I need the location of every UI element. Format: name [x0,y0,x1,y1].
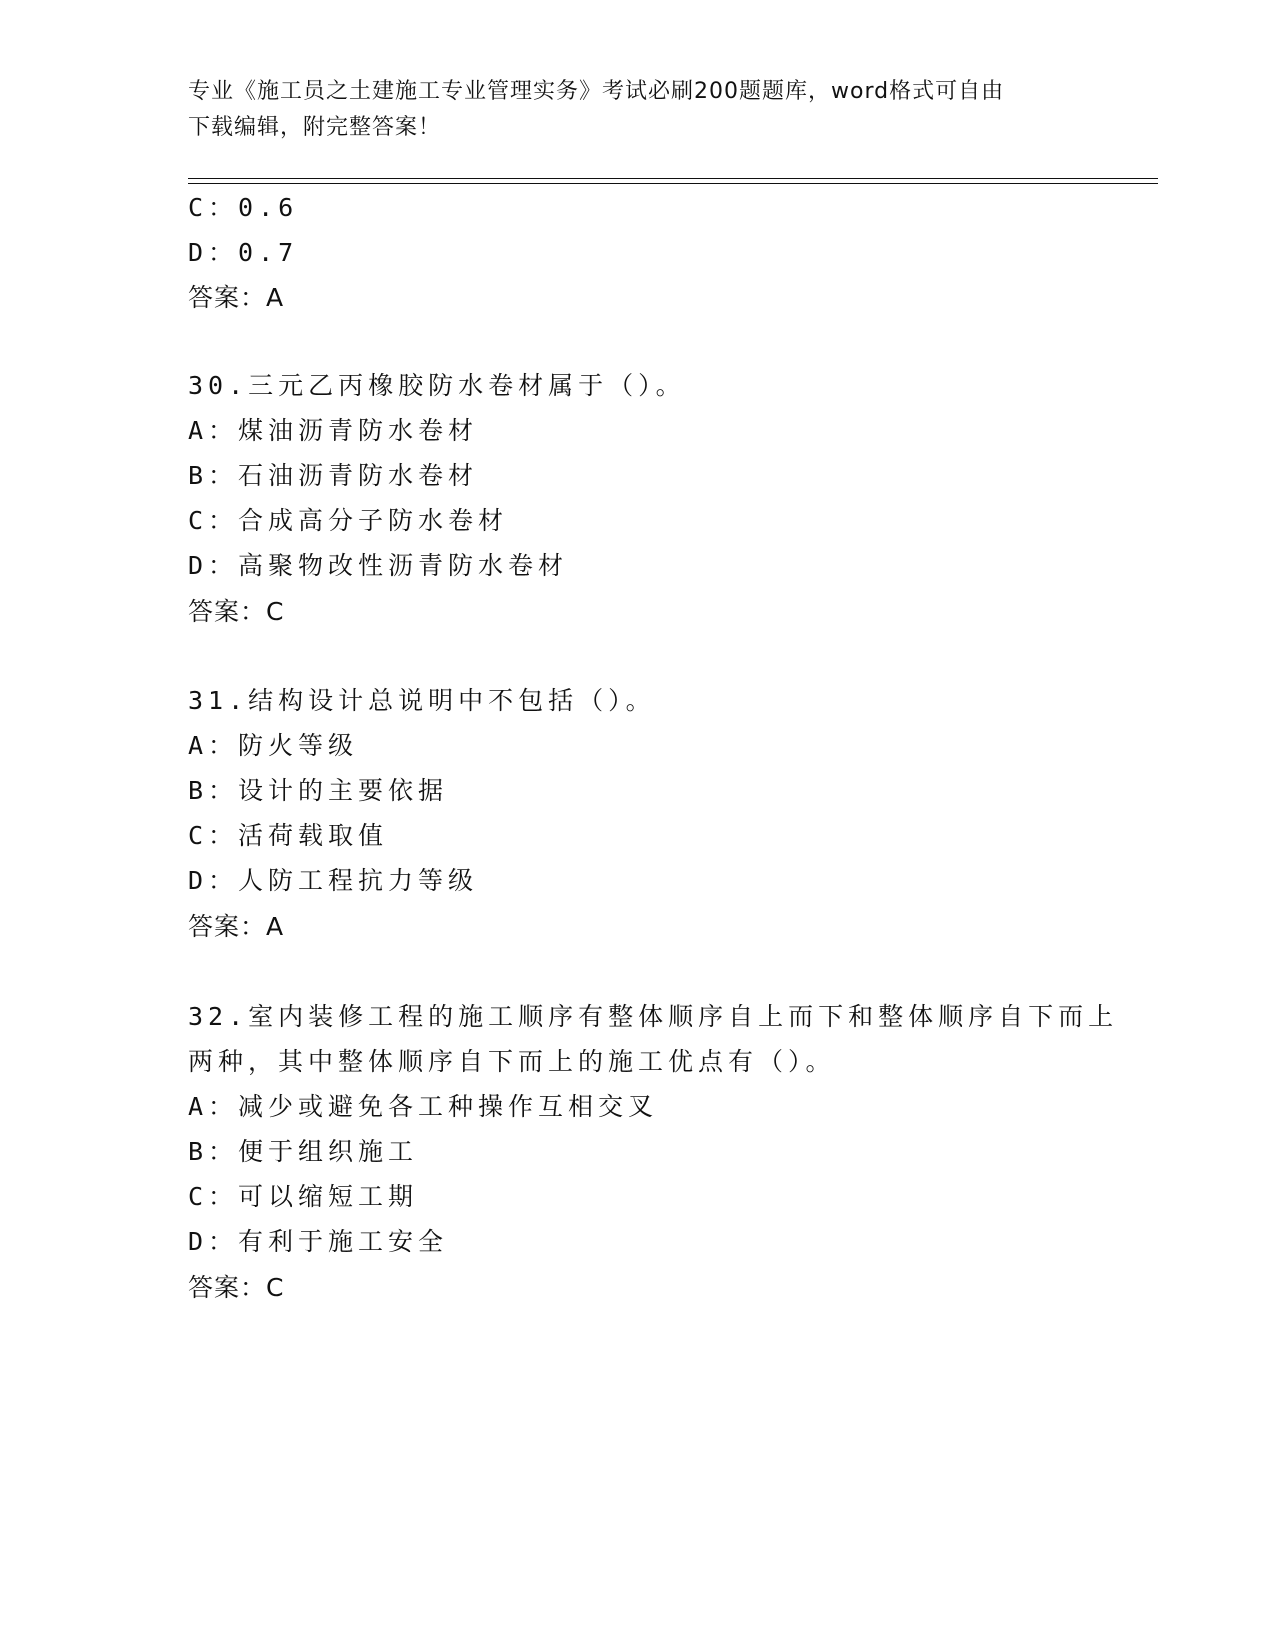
question-32-option-d: D：有利于施工安全 [188,1227,449,1256]
question-30-option-c: C：合成高分子防水卷材 [188,506,509,535]
prev-option-c: C：0.6 [188,193,299,222]
header-divider-top [188,178,1158,179]
prev-option-d: D：0.7 [188,238,299,267]
document-header [188,74,1088,146]
question-31-answer: 答案：A [188,912,285,941]
question-30-answer: 答案：C [188,597,285,626]
question-30-option-a: A：煤油沥青防水卷材 [188,416,479,445]
question-32-option-a: A：减少或避免各工种操作互相交叉 [188,1092,659,1121]
header-title-line-1: 专业《施工员之土建施工专业管理实务》考试必刷200题题库，word格式可自由 [188,79,1005,104]
question-32-stem-line-2: 两种，其中整体顺序自下而上的施工优点有（）。 [188,1047,836,1076]
question-32-answer: 答案：C [188,1273,285,1302]
question-30-option-d: D：高聚物改性沥青防水卷材 [188,551,569,580]
question-31-stem: 31.结构设计总说明中不包括（）。 [188,686,656,715]
question-30-stem: 30.三元乙丙橡胶防水卷材属于（）。 [188,371,686,400]
question-31-option-d: D：人防工程抗力等级 [188,866,479,895]
prev-answer: 答案：A [188,283,285,312]
header-title-line-2: 下载编辑，附完整答案！ [188,115,442,140]
question-31-option-b: B：设计的主要依据 [188,776,449,805]
question-32-option-c: C：可以缩短工期 [188,1182,419,1211]
header-divider-bottom [188,183,1158,184]
question-32-stem-line-1: 32.室内装修工程的施工顺序有整体顺序自上而下和整体顺序自下而上 [188,1002,1119,1031]
question-30-option-b: B：石油沥青防水卷材 [188,461,479,490]
question-32-option-b: B：便于组织施工 [188,1137,419,1166]
question-31-option-c: C：活荷载取值 [188,821,389,850]
question-31-option-a: A：防火等级 [188,731,359,760]
